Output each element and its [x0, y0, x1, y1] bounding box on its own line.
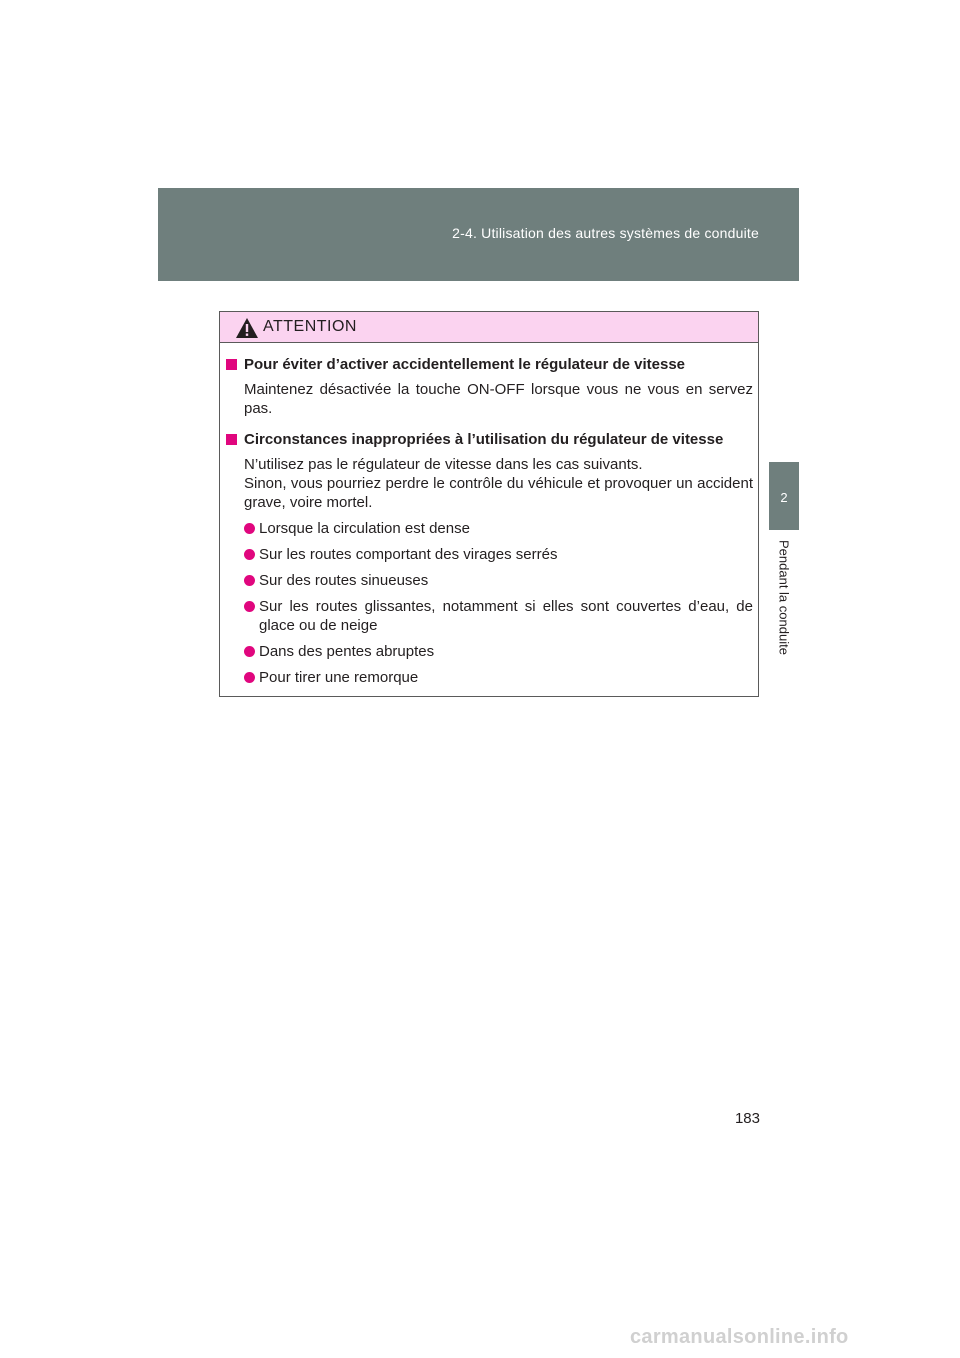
square-bullet-icon — [226, 434, 237, 445]
circle-bullet-icon — [244, 601, 255, 612]
warning-body — [220, 355, 758, 687]
list-item-text: Dans des pentes abruptes — [259, 643, 435, 660]
header-band — [158, 188, 799, 281]
circle-bullet-icon — [244, 575, 255, 586]
circle-bullet-icon — [244, 523, 255, 534]
warning-triangle-icon — [235, 317, 259, 339]
chapter-tab — [769, 462, 799, 530]
circle-bullet-icon — [244, 672, 255, 683]
list-item-text: Sur des routes sinueuses — [259, 572, 429, 589]
list-item — [226, 519, 753, 538]
circle-bullet-icon — [244, 646, 255, 657]
warning-paragraph-1: Maintenez désactivée la touche ON-OFF lorsque vous ne vous en servez pas. — [244, 381, 753, 417]
chapter-number: 2 — [780, 490, 788, 505]
list-item-text: Pour tirer une remorque — [259, 669, 419, 686]
list-item — [226, 642, 753, 661]
warning-box — [219, 311, 759, 697]
paragraph-2-line-2: Sinon, vous pourriez perdre le contrôle du véhicule et provoquer un accident grave, voire mortel. — [244, 475, 753, 511]
warning-paragraph-2 — [226, 455, 753, 512]
list-item-text: Sur les routes glissantes, notamment si elles sont couvertes d’eau, de glace ou de neige — [259, 598, 753, 634]
heading-2-text: Circonstances inappropriées à l’utilisation du régulateur de vitesse — [244, 431, 724, 448]
warning-header — [220, 312, 758, 343]
warning-heading-2 — [226, 430, 753, 449]
list-item — [226, 545, 753, 564]
square-bullet-icon — [226, 359, 237, 370]
circle-bullet-icon — [244, 549, 255, 560]
section-title: 2-4. Utilisation des autres systèmes de conduite — [452, 225, 759, 241]
heading-1-text: Pour éviter d’activer accidentellement le régulateur de vitesse — [244, 356, 686, 373]
list-item — [226, 597, 753, 635]
list-item — [226, 571, 753, 590]
chapter-label-container — [769, 540, 799, 675]
warning-heading-1 — [226, 355, 753, 374]
warning-title: ATTENTION — [263, 318, 357, 335]
chapter-label: Pendant la conduite — [776, 540, 792, 655]
paragraph-2-line-1: N’utilisez pas le régulateur de vitesse dans les cas suivants. — [244, 456, 643, 473]
page-number: 183 — [734, 1110, 760, 1127]
watermark: carmanualsonline.info — [630, 1326, 849, 1348]
list-item-text: Sur les routes comportant des virages serrés — [259, 546, 558, 563]
list-item — [226, 668, 753, 687]
list-item-text: Lorsque la circulation est dense — [259, 520, 470, 537]
